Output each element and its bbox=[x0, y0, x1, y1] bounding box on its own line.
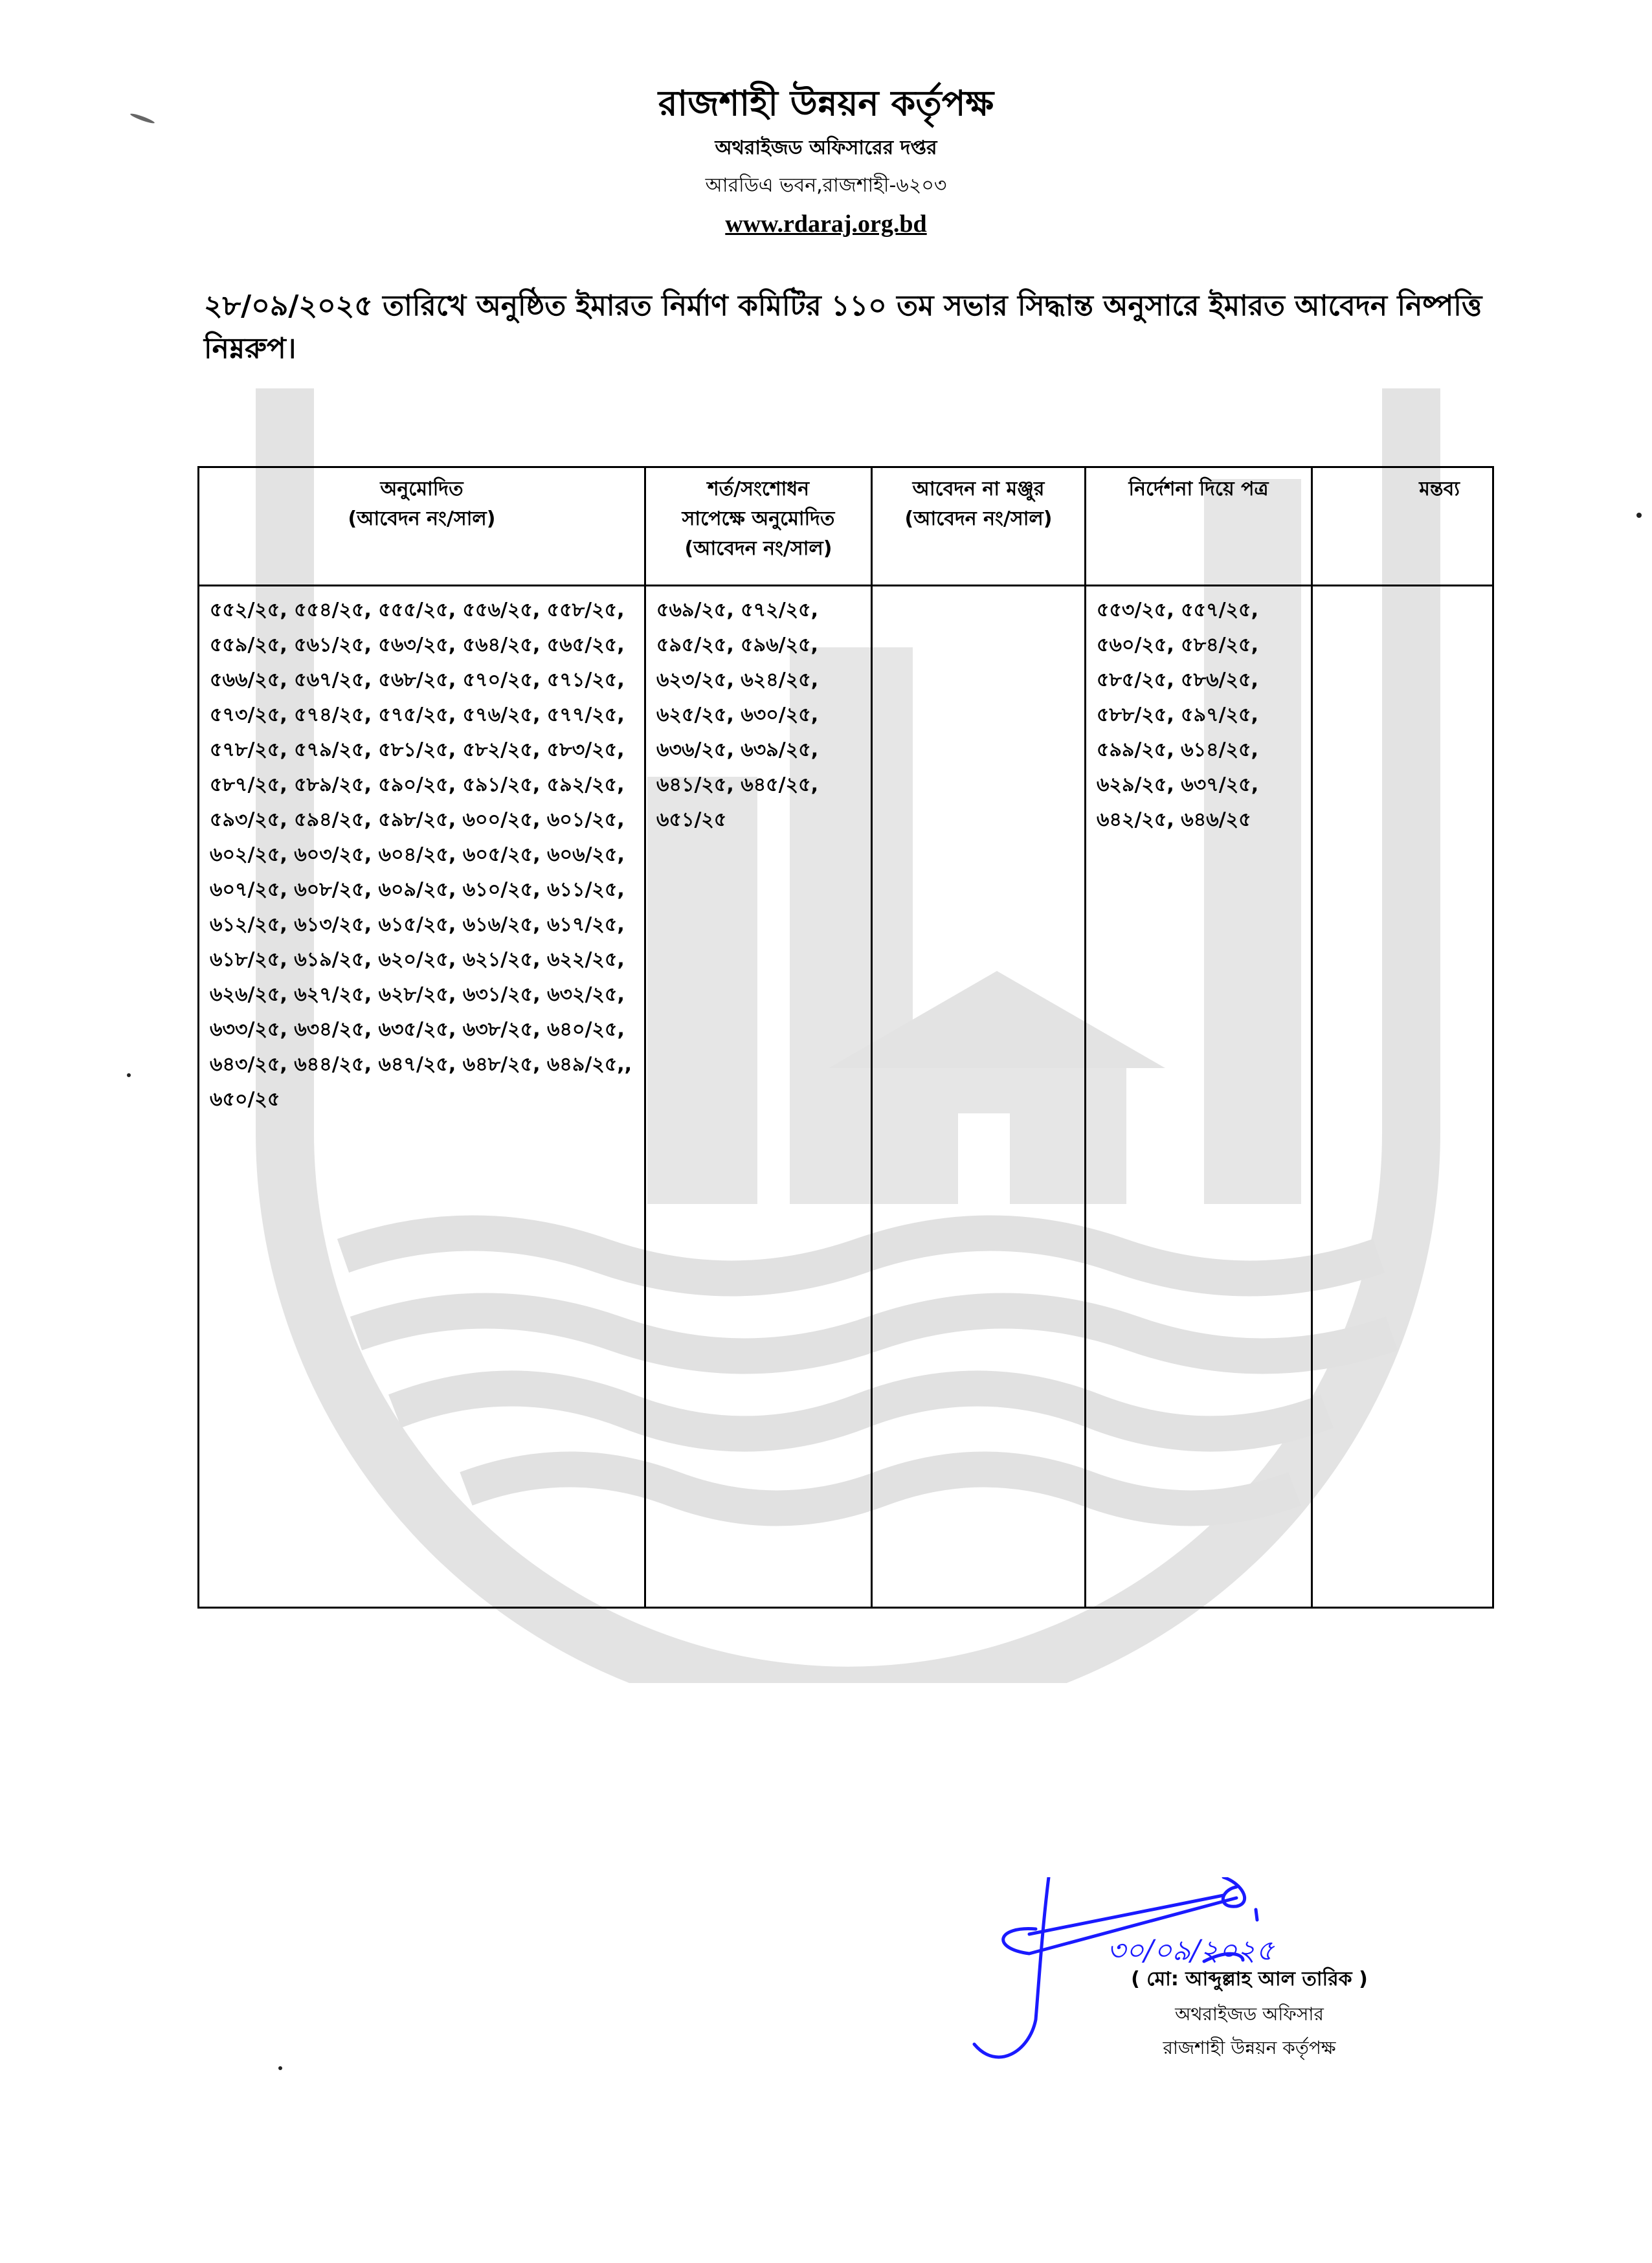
signature-block bbox=[958, 1877, 1541, 2091]
header-remarks bbox=[1312, 467, 1493, 586]
office-name: অথরাইজড অফিসারের দপ্তর bbox=[715, 137, 937, 159]
intro-paragraph: ২৮/০৯/২০২৫ তারিখে অনুষ্ঠিত ইমারত নির্মাণ কমিটির ১১০ তম সভার সিদ্ধান্ত অনুসারে ইমারত আবেদন নিষ্পত্তি নিম্নরুপ। bbox=[204, 289, 1482, 365]
scan-mark bbox=[1636, 513, 1642, 518]
decision-table bbox=[197, 466, 1494, 1609]
cell-remarks bbox=[1312, 586, 1493, 1608]
cell-letter: ৫৫৩/২৫, ৫৫৭/২৫, ৫৬০/২৫, ৫৮৪/২৫, ৫৮৫/২৫, ৫৮৬/২৫, ৫৮৮/২৫, ৫৯৭/২৫, ৫৯৯/২৫, ৬১৪/২৫, ৬২৯/২৫, ৬৩৭/২৫, ৬৪২/২৫, ৬৪৬/২৫ bbox=[1086, 586, 1312, 1608]
scan-mark bbox=[278, 2066, 282, 2070]
header-approved bbox=[199, 467, 645, 586]
signatory-organization: রাজশাহী উন্নয়ন কর্তৃপক্ষ bbox=[1163, 2037, 1336, 2058]
header-rejected bbox=[872, 467, 1086, 586]
table-header-row bbox=[199, 467, 1493, 586]
cell-conditional: ৫৬৯/২৫, ৫৭২/২৫, ৫৯৫/২৫, ৫৯৬/২৫, ৬২৩/২৫, ৬২৪/২৫, ৬২৫/২৫, ৬৩০/২৫, ৬৩৬/২৫, ৬৩৯/২৫, ৬৪১/২৫, ৬৪৫/২৫, ৬৫১/২৫ bbox=[645, 586, 872, 1608]
letterhead bbox=[0, 78, 1652, 243]
header-rejected-title: আবেদন না মঞ্জুর bbox=[912, 478, 1045, 500]
header-letter bbox=[1086, 467, 1312, 586]
website-link[interactable]: www.rdaraj.org.bd bbox=[725, 210, 927, 238]
header-conditional bbox=[645, 467, 872, 586]
organization-name: রাজশাহী উন্নয়ন কর্তৃপক্ষ bbox=[658, 83, 994, 124]
office-address: আরডিএ ভবন,রাজশাহী-৬২০৩ bbox=[705, 174, 947, 197]
header-letter-title: নির্দেশনা দিয়ে পত্র bbox=[1128, 478, 1269, 500]
table-row bbox=[199, 586, 1493, 1608]
header-conditional-title: শর্ত/সংশোধন bbox=[707, 478, 810, 500]
header-conditional-title-2: সাপেক্ষে অনুমোদিত bbox=[682, 507, 835, 530]
header-rejected-subtitle: (আবেদন নং/সাল) bbox=[904, 507, 1053, 530]
signatory-name: ( মো: আব্দুল্লাহ আল তারিক ) bbox=[1131, 1968, 1368, 1990]
scan-mark bbox=[127, 1073, 131, 1077]
cell-rejected bbox=[872, 586, 1086, 1608]
handwritten-date: ৩০/০৯/২০২৫ bbox=[1107, 1934, 1275, 1967]
header-approved-title: অনুমোদিত bbox=[380, 478, 463, 500]
cell-approved: ৫৫২/২৫, ৫৫৪/২৫, ৫৫৫/২৫, ৫৫৬/২৫, ৫৫৮/২৫, ৫৫৯/২৫, ৫৬১/২৫, ৫৬৩/২৫, ৫৬৪/২৫, ৫৬৫/২৫, ৫৬৬/২৫, ৫৬৭/২৫, ৫৬৮/২৫, ৫৭০/২৫, ৫৭১/২৫, ৫৭৩/২৫, ৫৭৪/২৫, ৫৭৫/২৫, ৫৭৬/২৫, ৫৭৭/২৫, ৫৭৮/২৫, ৫৭৯/২৫, ৫৮১/২৫, ৫৮২/২৫, ৫৮৩/২৫, ৫৮৭/২৫, ৫৮৯/২৫, ৫৯০/২৫, ৫৯১/২৫, ৫৯২/২৫, ৫৯৩/২৫, ৫৯৪/২৫, ৫৯৮/২৫, ৬০০/২৫, ৬০১/২৫, ৬০২/২৫, ৬০৩/২৫, ৬০৪/২৫, ৬০৫/২৫, ৬০৬/২৫, ৬০৭/২৫, ৬০৮/২৫, ৬০৯/২৫, ৬১০/২৫, ৬১১/২৫, ৬১২/২৫, ৬১৩/২৫, ৬১৫/২৫, ৬১৬/২৫, ৬১৭/২৫, ৬১৮/২৫, ৬১৯/২৫, ৬২০/২৫, ৬২১/২৫, ৬২২/২৫, ৬২৬/২৫, ৬২৭/২৫, ৬২৮/২৫, ৬৩১/২৫, ৬৩২/২৫, ৬৩৩/২৫, ৬৩৪/২৫, ৬৩৫/২৫, ৬৩৮/২৫, ৬৪০/২৫, ৬৪৩/২৫, ৬৪৪/২৫, ৬৪৭/২৫, ৬৪৮/২৫, ৬৪৯/২৫,, ৬৫০/২৫ bbox=[199, 586, 645, 1608]
header-conditional-subtitle: (আবেদন নং/সাল) bbox=[684, 537, 832, 560]
header-approved-subtitle: (আবেদন নং/সাল) bbox=[348, 507, 496, 530]
signatory-designation: অথরাইজড অফিসার bbox=[1175, 2003, 1324, 2025]
header-remarks-title: মন্তব্য bbox=[1419, 478, 1460, 500]
